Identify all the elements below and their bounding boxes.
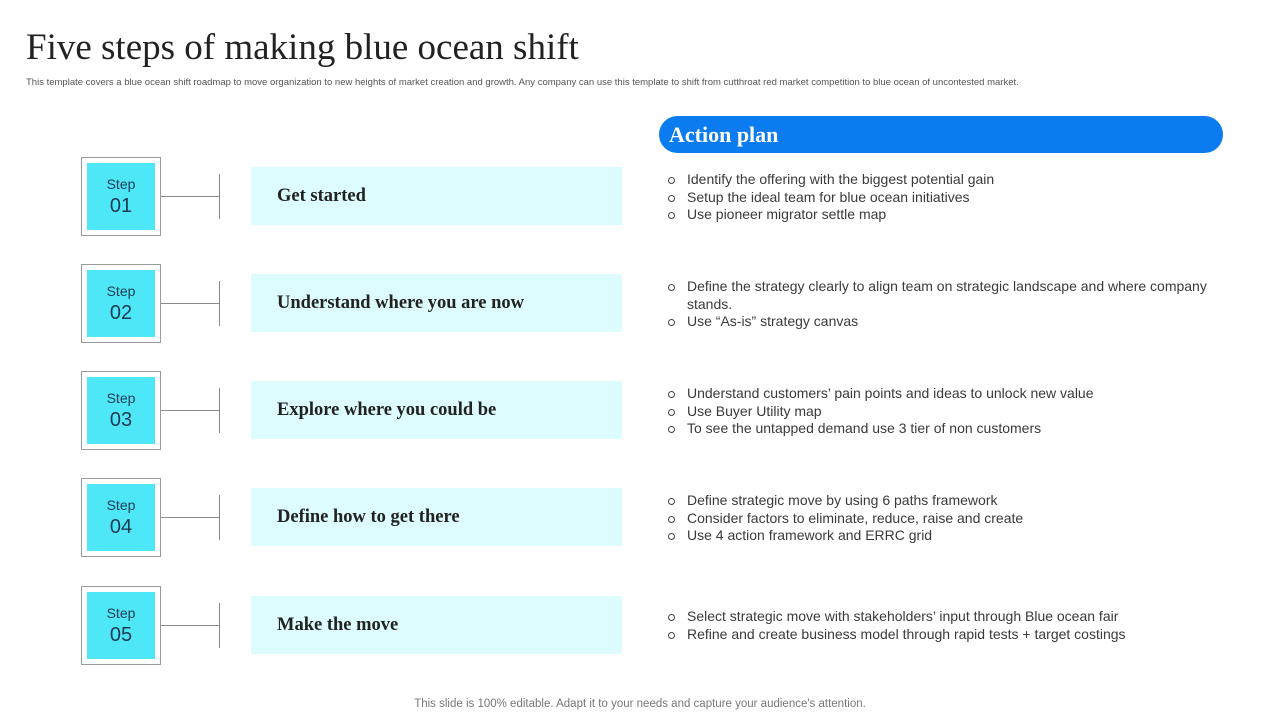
step-word: Step <box>106 283 136 299</box>
circle-bullet-icon <box>668 533 675 540</box>
action-plan-header <box>659 116 1223 153</box>
action-item <box>668 385 1208 403</box>
page-title: Five steps of making blue ocean shift <box>26 27 579 68</box>
step-badge-fill <box>87 592 155 659</box>
connector-tick <box>219 388 220 433</box>
step-label-2: Understand where you are now <box>251 274 622 332</box>
step-badge-fill <box>87 484 155 551</box>
action-item <box>668 171 1208 189</box>
circle-bullet-icon <box>668 212 675 219</box>
step-word: Step <box>106 497 136 513</box>
connector-line <box>161 303 220 304</box>
connector-tick <box>219 281 220 326</box>
action-text: Consider factors to eliminate, reduce, raise and create <box>687 509 1024 526</box>
step-label-1: Get started <box>251 167 622 225</box>
step-number: 04 <box>109 516 133 538</box>
step-number: 02 <box>109 302 133 324</box>
page-subtitle: This template covers a blue ocean shift roadmap to move organization to new heights of market creation and growth. Any company can use this template to shift from cutthroat red market competition to blue ocean of uncontested market. <box>26 77 1019 88</box>
action-item <box>668 278 1208 313</box>
action-text: Use pioneer migrator settle map <box>687 206 887 222</box>
action-plan-label: Action plan <box>669 121 779 147</box>
action-text: Use “As-is” strategy canvas <box>687 313 859 329</box>
action-item <box>668 189 1208 207</box>
action-list-2 <box>668 278 1208 331</box>
circle-bullet-icon <box>668 391 675 398</box>
action-item <box>668 527 1208 545</box>
circle-bullet-icon <box>668 614 675 621</box>
step-label-5: Make the move <box>251 596 622 654</box>
connector-tick <box>219 174 220 219</box>
action-text: Setup the ideal team for blue ocean initiatives <box>687 188 970 205</box>
circle-bullet-icon <box>668 498 675 505</box>
step-badge-3 <box>81 371 161 450</box>
action-text: To see the untapped demand use 3 tier of non customers <box>687 420 1042 436</box>
action-text: Understand customers’ pain points and ideas to unlock new value <box>687 385 1094 401</box>
action-list-3 <box>668 385 1208 438</box>
step-number: 05 <box>109 624 133 646</box>
action-text: Use Buyer Utility map <box>687 402 822 419</box>
action-list-5 <box>668 608 1208 643</box>
circle-bullet-icon <box>668 426 675 433</box>
step-badge-5 <box>81 586 161 665</box>
step-badge-fill <box>87 377 155 444</box>
footer-note: This slide is 100% editable. Adapt it to your needs and capture your audience's attention. <box>414 698 866 710</box>
action-text: Select strategic move with stakeholders’ input through Blue ocean fair <box>687 608 1119 624</box>
step-label-3: Explore where you could be <box>251 381 622 439</box>
step-word: Step <box>106 176 136 192</box>
connector-line <box>161 517 220 518</box>
circle-bullet-icon <box>668 195 675 202</box>
connector-line <box>161 625 220 626</box>
circle-bullet-icon <box>668 319 675 326</box>
action-item <box>668 626 1208 644</box>
step-number: 01 <box>109 195 133 217</box>
action-list-4 <box>668 492 1208 545</box>
action-item <box>668 403 1208 421</box>
action-item <box>668 313 1208 331</box>
step-badge-fill <box>87 163 155 230</box>
step-word: Step <box>106 390 136 406</box>
connector-line <box>161 410 220 411</box>
circle-bullet-icon <box>668 409 675 416</box>
action-text: Identify the offering with the biggest potential gain <box>687 171 995 187</box>
action-item <box>668 420 1208 438</box>
step-number: 03 <box>109 409 133 431</box>
circle-bullet-icon <box>668 177 675 184</box>
action-text: Use 4 action framework and ERRC grid <box>687 527 933 543</box>
step-badge-2 <box>81 264 161 343</box>
step-word: Step <box>106 605 136 621</box>
step-badge-1 <box>81 157 161 236</box>
step-badge-fill <box>87 270 155 337</box>
circle-bullet-icon <box>668 284 675 291</box>
action-text: Define strategic move by using 6 paths framework <box>687 492 998 508</box>
action-text: Refine and create business model through rapid tests + target costings <box>687 625 1126 642</box>
step-label-4: Define how to get there <box>251 488 622 546</box>
connector-tick <box>219 495 220 540</box>
action-list-1 <box>668 171 1208 224</box>
action-item <box>668 492 1208 510</box>
action-item <box>668 206 1208 224</box>
circle-bullet-icon <box>668 632 675 639</box>
circle-bullet-icon <box>668 516 675 523</box>
connector-tick <box>219 603 220 648</box>
step-badge-4 <box>81 478 161 557</box>
action-item <box>668 510 1208 528</box>
action-item <box>668 608 1208 626</box>
action-text: Define the strategy clearly to align team on strategic landscape and where company stands. <box>687 278 1207 312</box>
connector-line <box>161 196 220 197</box>
